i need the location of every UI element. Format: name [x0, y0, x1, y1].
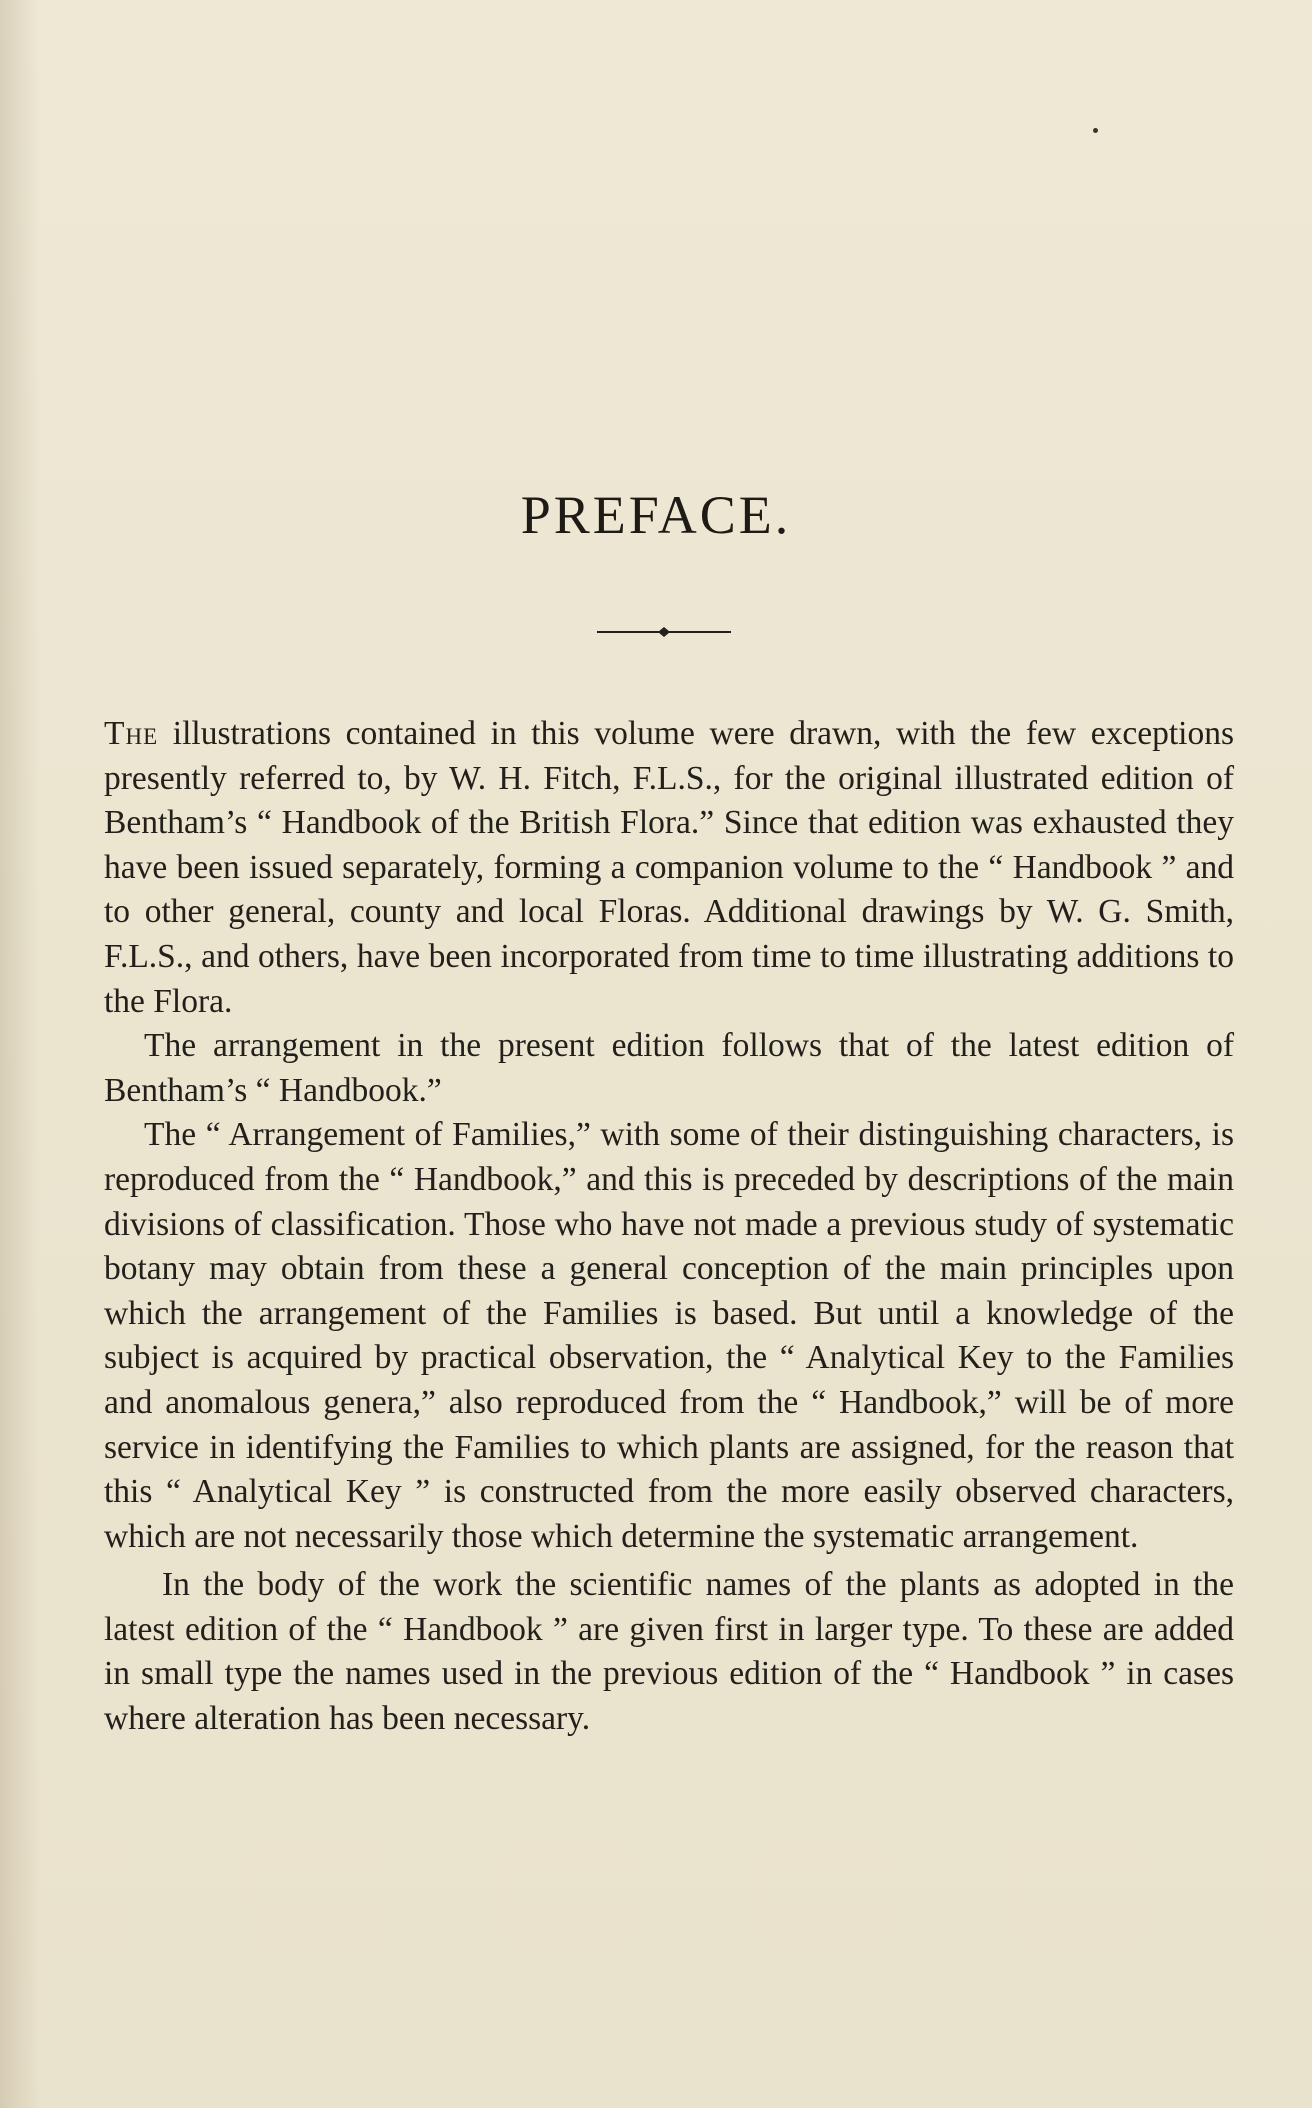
page-title: PREFACE. [520, 485, 792, 545]
paragraph-3: The “ Arrangement of Families,” with some of their distinguishing characters, is reproduced from the “ Handbook,” and this is preceded by descriptions of the main divisions of classification. Those who have not made a previous study of systematic botany may obtain from these a general conception of the main principles upon which the arrangement of the Families is based. But until a knowledge of the subject is acquired by practical observation, the “ Analytical Key to the Families and anomalous genera,” also reproduced from the “ Handbook,” will be of more service in identifying the Families to which plants are assigned, for the reason that this “ Analytical Key ” is constructed from the more easily observed characters, which are not necessarily those which determine the systematic arrangement. [104, 1116, 1234, 1555]
title-rule-ornament [597, 624, 731, 640]
paragraph-1 [104, 712, 1234, 1024]
paragraph-4: In the body of the work the scientific names of the plants as adopted in the latest edition of the “ Handbook ” are given first in larger type. To these are added in small type the names used in the previous edition of the “ Handbook ” in cases where alteration has been necessary. [104, 1566, 1234, 1738]
preface-body [104, 712, 1234, 1742]
paper-speck [1093, 128, 1098, 133]
paragraph-text: illustrations contained in this volume were drawn, with the few exceptions presently referred to, by W. H. Fitch, F.L.S., for the original illustrated edition of Bentham’s “ Handbook of the British Flora.” Since that edition was exhausted they have been issued separately, forming a companion volume to the “ Handbook ” and to other general, county and local Floras. Additional drawings by W. G. Smith, F.L.S., and others, have been incorporated from time to time illustrating additions to the Flora. [104, 715, 1234, 1020]
paragraph-lead-word: The [104, 715, 159, 752]
paragraph-2: The arrangement in the present edition follows that of the latest edition of Bentham’s “ Handbook.” [104, 1027, 1234, 1109]
